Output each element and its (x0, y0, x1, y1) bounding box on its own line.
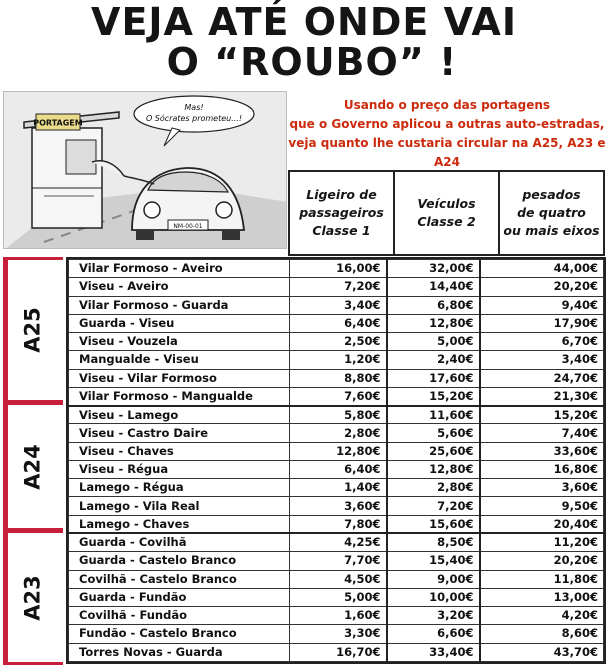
route-name: Vilar Formoso - Guarda (69, 296, 290, 314)
route-name: Guarda - Castelo Branco (69, 552, 290, 570)
price-heavy: 15,20€ (480, 406, 604, 424)
table-row (69, 387, 604, 405)
speech-line-1: Mas! (184, 103, 204, 112)
route-name: Viseu - Chaves (69, 442, 290, 460)
price-class-2: 32,00€ (387, 260, 480, 278)
price-class-1: 2,50€ (290, 333, 387, 351)
table-row (69, 424, 604, 442)
route-name: Lamego - Vila Real (69, 497, 290, 515)
price-heavy: 8,60€ (480, 625, 604, 643)
price-heavy: 43,70€ (480, 643, 604, 661)
subtitle-line-1: Usando o preço das portagens (343, 98, 551, 112)
table-row (69, 278, 604, 296)
price-class-1: 7,60€ (290, 387, 387, 405)
price-class-2: 14,40€ (387, 278, 480, 296)
route-name: Guarda - Viseu (69, 314, 290, 332)
route-name: Viseu - Régua (69, 460, 290, 478)
price-class-1: 12,80€ (290, 442, 387, 460)
price-heavy: 13,00€ (480, 588, 604, 606)
table-row (69, 406, 604, 424)
table-row (69, 333, 604, 351)
toll-booth-car-icon (4, 92, 287, 249)
price-class-2: 6,80€ (387, 296, 480, 314)
group-a23 (3, 530, 63, 665)
route-name: Mangualde - Viseu (69, 351, 290, 369)
price-class-1: 6,40€ (290, 460, 387, 478)
group-a25 (3, 257, 63, 403)
price-class-1: 16,70€ (290, 643, 387, 661)
price-class-2: 17,60€ (387, 369, 480, 387)
route-name: Viseu - Vouzela (69, 333, 290, 351)
table-row (69, 460, 604, 478)
price-class-1: 4,25€ (290, 533, 387, 551)
table-row (69, 515, 604, 533)
route-name: Lamego - Chaves (69, 515, 290, 533)
price-class-2: 15,40€ (387, 552, 480, 570)
price-heavy: 11,80€ (480, 570, 604, 588)
table-row (69, 479, 604, 497)
column-header-class-2: Veículos Classe 2 (395, 172, 500, 254)
table-row (69, 296, 604, 314)
price-heavy: 4,20€ (480, 607, 604, 625)
price-heavy: 7,40€ (480, 424, 604, 442)
table-row (69, 351, 604, 369)
group-label-a24: A24 (21, 443, 46, 490)
route-name: Lamego - Régua (69, 479, 290, 497)
route-name: Viseu - Castro Daire (69, 424, 290, 442)
price-heavy: 20,20€ (480, 278, 604, 296)
column-header-heavy: pesados de quatro ou mais eixos (503, 187, 600, 238)
price-class-2: 2,80€ (387, 479, 480, 497)
table-row (69, 607, 604, 625)
headline-line-2: O “ROUBO” ! (166, 40, 458, 84)
group-label-a23: A23 (21, 574, 46, 621)
price-class-2: 5,00€ (387, 333, 480, 351)
column-headers (288, 170, 605, 256)
subtitle (288, 96, 606, 172)
route-name: Fundão - Castelo Branco (69, 625, 290, 643)
table-row (69, 588, 604, 606)
price-class-1: 3,60€ (290, 497, 387, 515)
price-class-1: 5,80€ (290, 406, 387, 424)
route-name: Viseu - Lamego (69, 406, 290, 424)
price-class-2: 15,60€ (387, 515, 480, 533)
subtitle-line-2: que o Governo aplicou a outras auto-estradas, (289, 117, 605, 131)
price-heavy: 21,30€ (480, 387, 604, 405)
price-class-2: 7,20€ (387, 497, 480, 515)
table-row (69, 570, 604, 588)
toll-table (66, 257, 606, 664)
column-header-class-1: Ligeiro de passageiros Classe 1 (290, 172, 395, 254)
price-heavy: 9,50€ (480, 497, 604, 515)
table-row (69, 314, 604, 332)
price-class-2: 2,40€ (387, 351, 480, 369)
table-row (69, 552, 604, 570)
price-class-1: 7,20€ (290, 278, 387, 296)
table-row (69, 442, 604, 460)
speech-line-2: O Sócrates prometeu...! (145, 114, 243, 123)
route-name: Vilar Formoso - Mangualde (69, 387, 290, 405)
price-class-1: 1,20€ (290, 351, 387, 369)
price-class-1: 6,40€ (290, 314, 387, 332)
price-class-2: 12,80€ (387, 314, 480, 332)
table-row (69, 369, 604, 387)
group-label-a25: A25 (21, 307, 46, 353)
price-class-2: 25,60€ (387, 442, 480, 460)
car-plate: NM-00-01 (173, 223, 203, 230)
booth-sign: PORTAGEM (33, 118, 83, 128)
price-class-2: 9,00€ (387, 570, 480, 588)
table-row (69, 533, 604, 551)
price-heavy: 3,60€ (480, 479, 604, 497)
price-class-1: 3,30€ (290, 625, 387, 643)
price-class-1: 16,00€ (290, 260, 387, 278)
toll-price-table (68, 259, 604, 662)
route-name: Vilar Formoso - Aveiro (69, 260, 290, 278)
price-class-1: 2,80€ (290, 424, 387, 442)
route-name: Guarda - Fundão (69, 588, 290, 606)
route-name: Viseu - Aveiro (69, 278, 290, 296)
price-class-2: 11,60€ (387, 406, 480, 424)
price-class-1: 3,40€ (290, 296, 387, 314)
cartoon-illustration (3, 91, 287, 249)
price-class-2: 12,80€ (387, 460, 480, 478)
route-name: Viseu - Vilar Formoso (69, 369, 290, 387)
group-a24 (3, 402, 63, 531)
table-row (69, 625, 604, 643)
table-row (69, 643, 604, 661)
price-class-1: 4,50€ (290, 570, 387, 588)
price-heavy: 44,00€ (480, 260, 604, 278)
price-heavy: 3,40€ (480, 351, 604, 369)
price-class-2: 5,60€ (387, 424, 480, 442)
route-name: Guarda - Covilhã (69, 533, 290, 551)
route-name: Torres Novas - Guarda (69, 643, 290, 661)
price-heavy: 6,70€ (480, 333, 604, 351)
route-name: Covilhã - Castelo Branco (69, 570, 290, 588)
price-class-2: 15,20€ (387, 387, 480, 405)
price-class-1: 1,40€ (290, 479, 387, 497)
price-heavy: 20,40€ (480, 515, 604, 533)
price-class-1: 8,80€ (290, 369, 387, 387)
price-class-2: 8,50€ (387, 533, 480, 551)
highway-group-labels (3, 257, 65, 665)
price-class-1: 5,00€ (290, 588, 387, 606)
price-class-2: 10,00€ (387, 588, 480, 606)
price-class-2: 33,40€ (387, 643, 480, 661)
price-class-1: 7,80€ (290, 515, 387, 533)
price-class-2: 3,20€ (387, 607, 480, 625)
price-heavy: 24,70€ (480, 369, 604, 387)
price-class-2: 6,60€ (387, 625, 480, 643)
price-heavy: 20,20€ (480, 552, 604, 570)
table-row (69, 260, 604, 278)
route-name: Covilhã - Fundão (69, 607, 290, 625)
price-heavy: 11,20€ (480, 533, 604, 551)
headline-line-1: VEJA ATÉ ONDE VAI (91, 0, 517, 44)
price-heavy: 33,60€ (480, 442, 604, 460)
price-class-1: 1,60€ (290, 607, 387, 625)
price-heavy: 16,80€ (480, 460, 604, 478)
price-class-1: 7,70€ (290, 552, 387, 570)
price-heavy: 9,40€ (480, 296, 604, 314)
table-row (69, 497, 604, 515)
subtitle-line-3: veja quanto lhe custaria circular na A25, A23 e A24 (288, 136, 606, 169)
price-heavy: 17,90€ (480, 314, 604, 332)
